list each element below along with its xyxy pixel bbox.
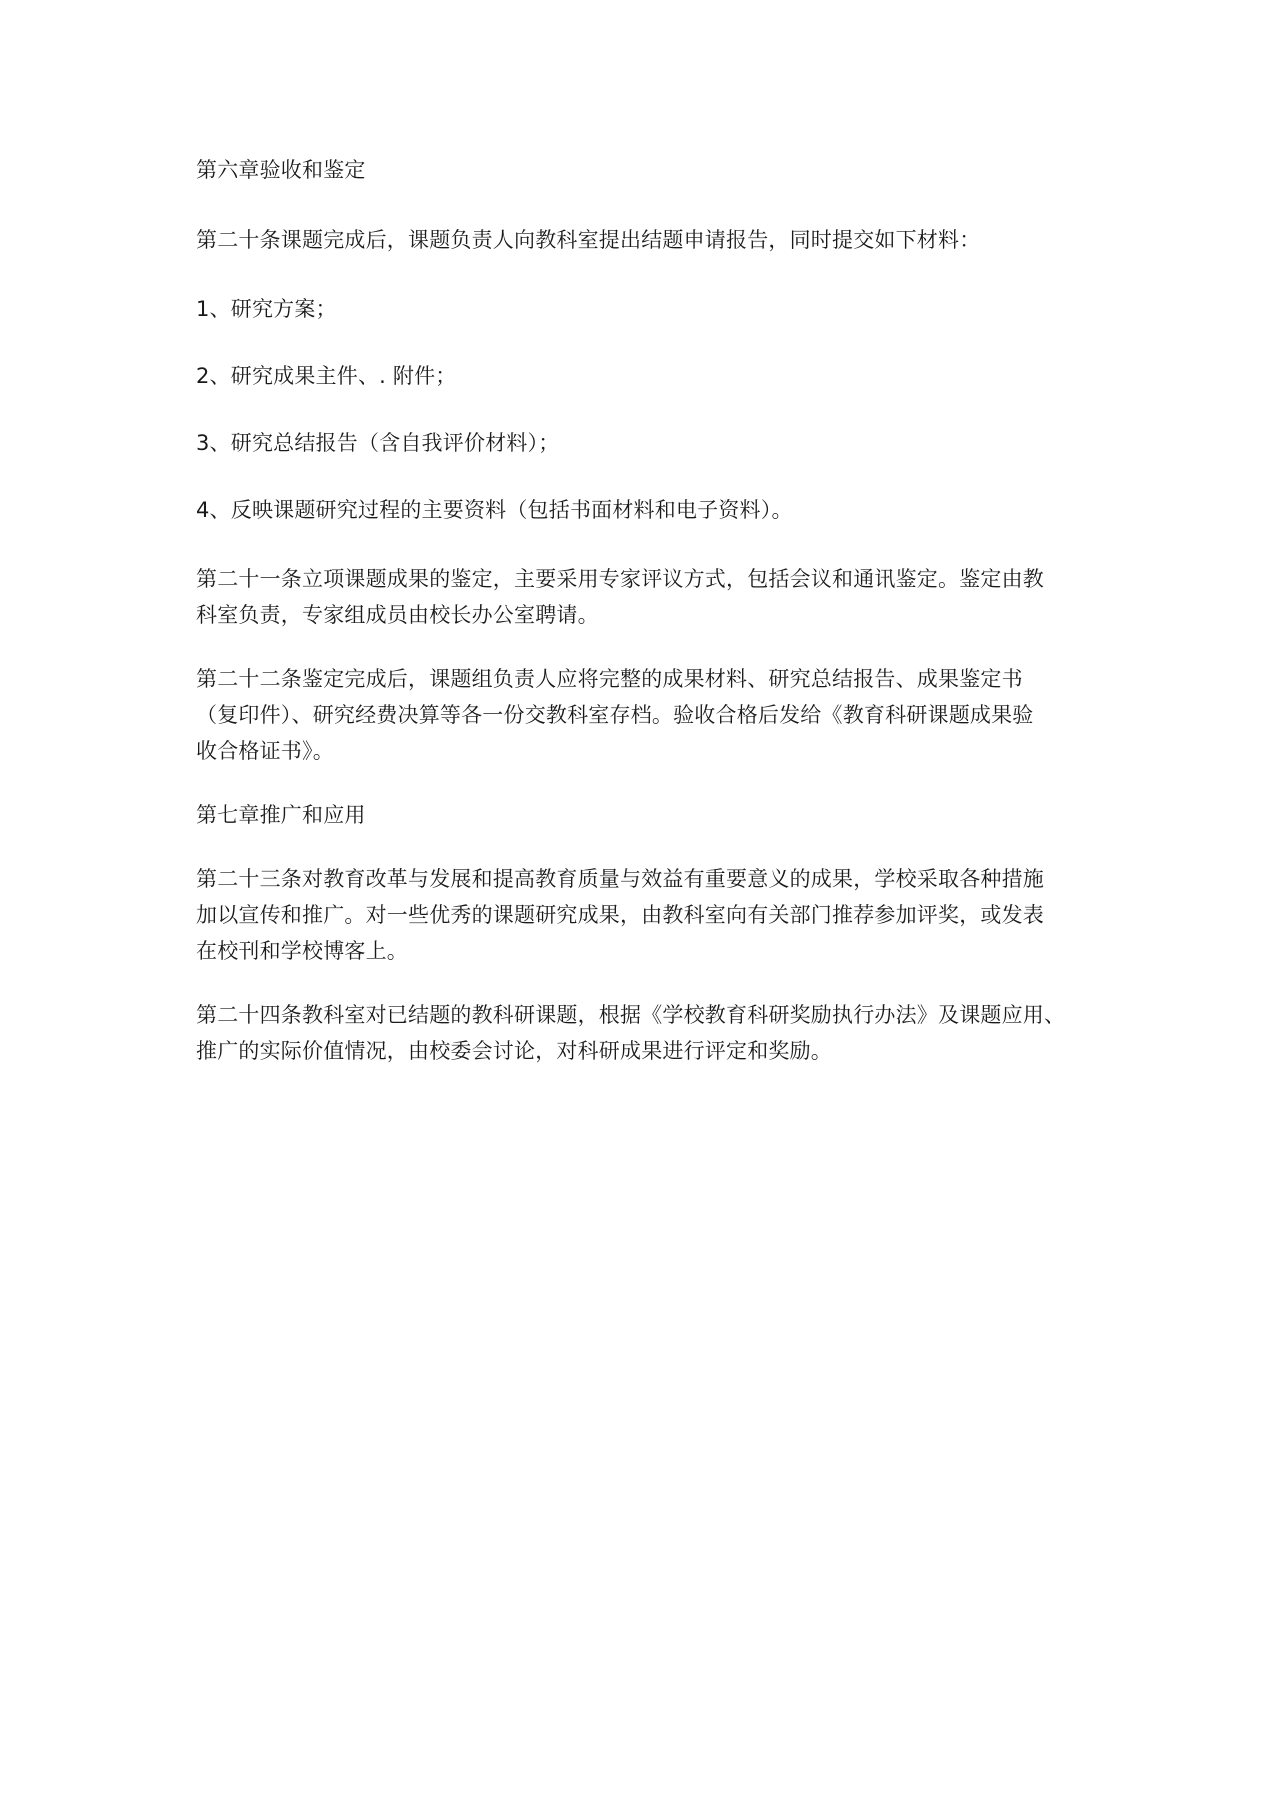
document-page [196,0,1096,1810]
chapter-7-heading: 第七章推广和应用 [196,803,366,827]
article-23-line-3: 在校刊和学校博客上。 [196,939,408,963]
list-item-4: 4、反映课题研究过程的主要资料（包括书面材料和电子资料）。 [196,498,793,522]
list-item-1: 1、研究方案； [196,297,337,321]
article-20: 第二十条课题完成后，课题负责人向教科室提出结题申请报告，同时提交如下材料： [196,228,981,252]
article-23-line-2: 加以宣传和推广。对一些优秀的课题研究成果，由教科室向有关部门推荐参加评奖，或发表 [196,903,1044,927]
list-item-3: 3、研究总结报告（含自我评价材料）； [196,431,560,455]
article-23-line-1: 第二十三条对教育改革与发展和提高教育质量与效益有重要意义的成果，学校采取各种措施 [196,867,1044,891]
article-24-line-1: 第二十四条教科室对已结题的教科研课题，根据《学校教育科研奖励执行办法》及课题应用、 [196,1003,1066,1027]
list-item-2: 2、研究成果主件、. 附件； [196,364,457,388]
article-22-line-3: 收合格证书》。 [196,739,334,763]
article-21-line-2: 科室负责，专家组成员由校长办公室聘请。 [196,603,599,627]
article-22-line-2: （复印件）、研究经费决算等各一份交教科室存档。验收合格后发给《教育科研课题成果验 [196,703,1034,727]
article-24-line-2: 推广的实际价值情况，由校委会讨论，对科研成果进行评定和奖励。 [196,1039,832,1063]
article-22-line-1: 第二十二条鉴定完成后，课题组负责人应将完整的成果材料、研究总结报告、成果鉴定书 [196,667,1023,691]
chapter-6-heading: 第六章验收和鉴定 [196,158,366,182]
article-21-line-1: 第二十一条立项课题成果的鉴定，主要采用专家评议方式，包括会议和通讯鉴定。鉴定由教 [196,567,1044,591]
